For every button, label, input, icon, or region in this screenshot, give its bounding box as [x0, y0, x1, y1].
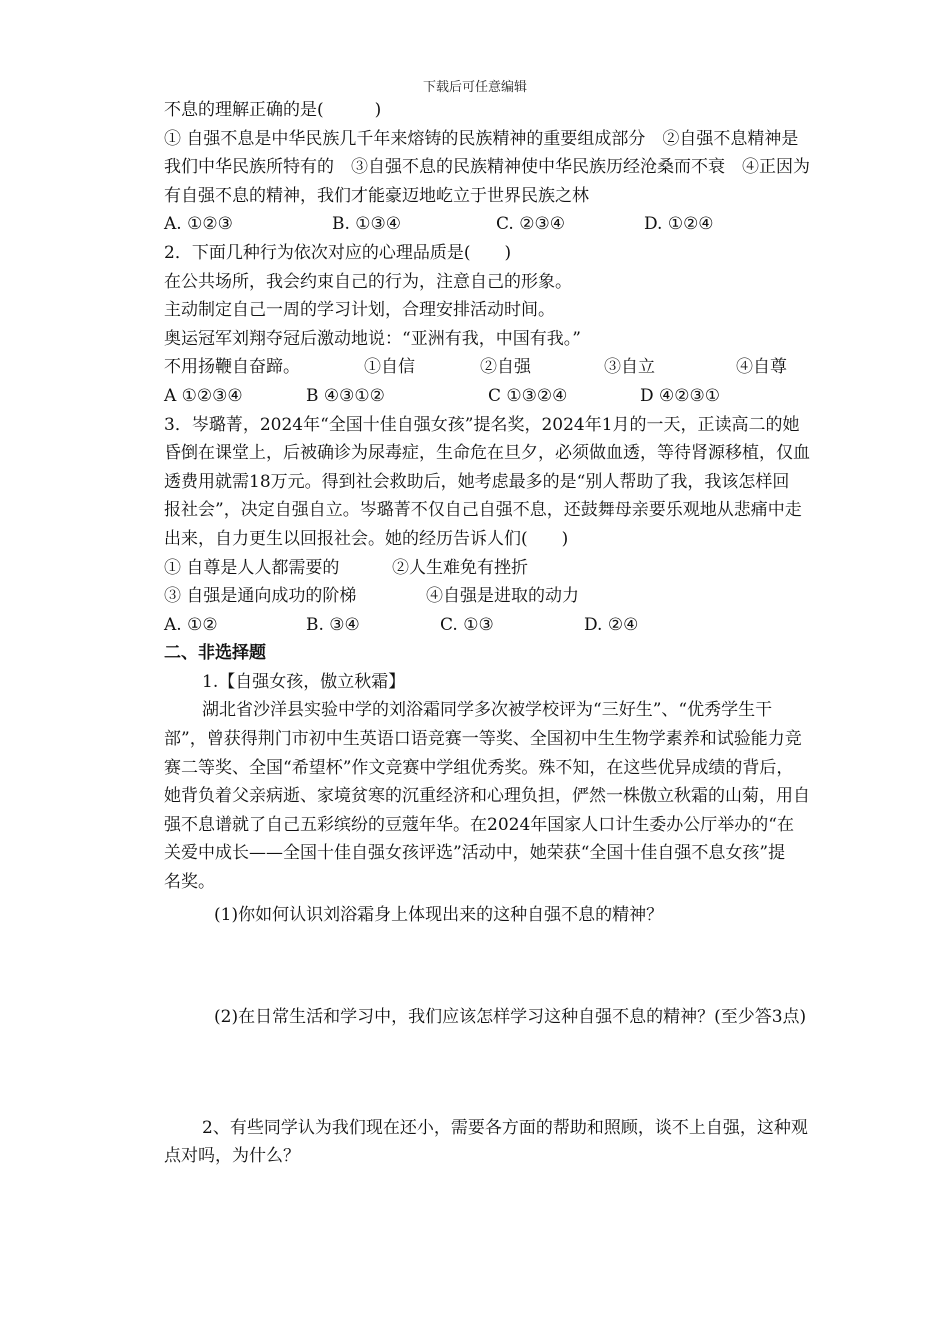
q1-option-d: D. ①②④ — [644, 214, 714, 235]
q2-line-3: 奥运冠军刘翔夺冠后激动地说：“亚洲有我，中国有我。” — [164, 328, 581, 349]
q3-statements-row-2 — [164, 582, 892, 611]
q3-line-3: 透费用就需18万元。得到社会救助后，她考虑最多的是“别人帮助了我，我该怎样回 — [164, 471, 790, 492]
q2-option-c: C ①③②④ — [488, 385, 568, 406]
page-header: 下载后可任意编辑 — [422, 80, 527, 95]
q3-line-2: 昏倒在课堂上，后被确诊为尿毒症，生命危在旦夕，必须做血透，等待肾源移植，仅血 — [164, 443, 810, 464]
document-body — [164, 96, 892, 1171]
q2-last-line: 不用扬鞭自奋蹄。 — [164, 357, 300, 378]
q2-option-b: B ④③①② — [306, 385, 385, 406]
section-title: 二、非选择题 — [164, 643, 266, 664]
item2-line-1: 2、有些同学认为我们现在还小，需要各方面的帮助和照顾，谈不上自强，这种观 — [202, 1117, 808, 1138]
q1-line-2: 我们中华民族所特有的 ③自强不息的民族精神使中华民族历经沧桑而不衰 ④正因为 — [164, 157, 810, 178]
q3-option-b: B. ③④ — [306, 614, 360, 635]
q1-options — [164, 210, 892, 239]
q1-stem: 不息的理解正确的是( ) — [164, 100, 382, 120]
q3-line-5: 出来，自力更生以回报社会。她的经历告诉人们( ) — [164, 528, 569, 549]
q1-option-b: B. ①③④ — [332, 214, 402, 235]
q2-quality-2: ②自强 — [480, 357, 531, 378]
item1-subquestion-2: (2)在日常生活和学习中，我们应该怎样学习这种自强不息的精神？(至少答3点) — [214, 1007, 807, 1028]
q2-stem: 2．下面几种行为依次对应的心理品质是( ) — [164, 242, 512, 263]
q2-option-a: A ①②③④ — [164, 385, 243, 406]
q3-option-d: D. ②④ — [584, 614, 639, 635]
answer-space-1 — [164, 929, 892, 1003]
item1-para-line-3: 赛二等奖、全国“希望杯”作文竞赛中学组优秀奖。殊不知，在这些优异成绩的背后， — [164, 757, 794, 778]
q1-line-3: 有自强不息的精神，我们才能豪迈地屹立于世界民族之林 — [164, 185, 589, 206]
q3-statement-2: ②人生难免有挫折 — [392, 557, 528, 578]
q3-statement-3: ③ 自强是通向成功的阶梯 — [164, 586, 357, 607]
q2-qualities-row — [164, 353, 892, 382]
q3-line-4: 报社会”，决定自强自立。岑璐菁不仅自己自强不息，还鼓舞母亲要乐观地从悲痛中走 — [164, 500, 802, 521]
q1-option-a: A. ①②③ — [164, 214, 233, 235]
item1-para-line-5: 强不息谱就了自己五彩缤纷的豆蔻年华。在2024年国家人口计生委办公厅举办的“在 — [164, 814, 794, 835]
item2-line-2: 点对吗，为什么？ — [164, 1146, 300, 1167]
q3-statement-4: ④自强是进取的动力 — [426, 586, 579, 607]
q3-option-a: A. ①② — [164, 614, 218, 635]
q2-quality-4: ④自尊 — [736, 357, 787, 378]
item1-subquestion-1: (1)你如何认识刘浴霜身上体现出来的这种自强不息的精神？ — [214, 904, 664, 925]
q2-line-2: 主动制定自己一周的学习计划，合理安排活动时间。 — [164, 300, 555, 321]
q2-quality-3: ③自立 — [604, 357, 655, 378]
item1-title: 1.【自强女孩，傲立秋霜】 — [202, 671, 406, 692]
item1-para-line-6: 关爱中成长——全国十佳自强女孩评选”活动中，她荣获“全国十佳自强不息女孩”提 — [164, 843, 786, 864]
q3-line-1: 3．岑璐菁，2024年“全国十佳自强女孩”提名奖，2024年1月的一天，正读高二的她 — [164, 414, 800, 435]
q2-line-1: 在公共场所，我会约束自己的行为，注意自己的形象。 — [164, 271, 572, 292]
q1-line-1: ① 自强不息是中华民族几千年来熔铸的民族精神的重要组成部分 ②自强不息精神是 — [164, 128, 799, 149]
item1-para-line-2: 部”，曾获得荆门市初中生英语口语竞赛一等奖、全国初中生生物学素养和试验能力竞 — [164, 729, 802, 750]
q3-option-c: C. ①③ — [440, 614, 494, 635]
item1-para-line-1: 湖北省沙洋县实验中学的刘浴霜同学多次被学校评为“三好生”、“优秀学生干 — [202, 700, 773, 721]
q3-statements-row-1 — [164, 554, 892, 583]
item1-para-line-7: 名奖。 — [164, 872, 215, 893]
q3-statement-1: ① 自尊是人人都需要的 — [164, 557, 340, 578]
q2-quality-1: ①自信 — [364, 357, 415, 378]
q2-options — [164, 382, 892, 411]
q1-option-c: C. ②③④ — [496, 214, 565, 235]
q2-option-d: D ④②③① — [640, 385, 720, 406]
answer-space-2 — [164, 1032, 892, 1114]
item1-para-line-4: 她背负着父亲病逝、家境贫寒的沉重经济和心理负担，俨然一株傲立秋霜的山菊，用自 — [164, 786, 810, 807]
q3-options — [164, 611, 892, 640]
